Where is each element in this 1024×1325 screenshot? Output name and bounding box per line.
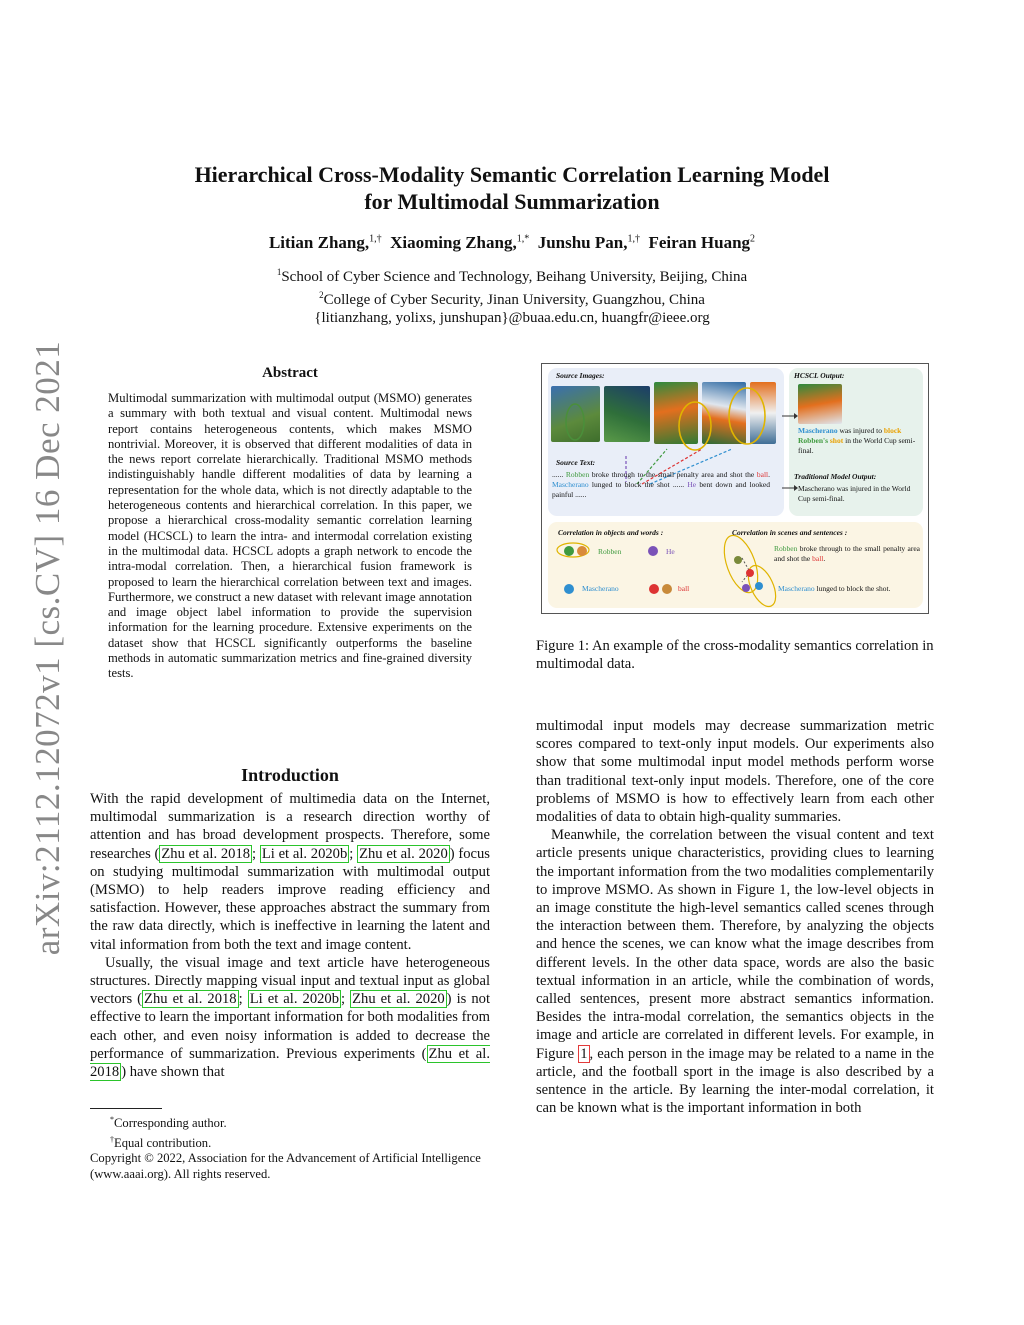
author-emails: {litianzhang, yolixs, junshupan}@buaa.edu.cn, huangfr@ieee.org [314,310,710,326]
footnote-divider [90,1108,162,1109]
scene-correlation-label: Correlation in scenes and sentences : [732,528,848,537]
scene-sentence: Robben broke through to the small penalty area and shot the ball. [774,544,920,563]
scene-node [734,556,742,564]
source-text: ...... Robben broke through to the small penalty area and shot the ball. Mascherano lunged to block the shot ...... He bent down and looked painful ...... [552,470,770,499]
word-ball: ball [678,584,690,593]
author: Xiaoming Zhang, [390,233,517,252]
citation-link[interactable]: Li et al. 2020b [249,991,340,1008]
hcscl-output-photo [798,384,842,424]
word-mascherano: Mascherano [582,584,619,593]
object-node [577,546,587,556]
object-correlation-label: Correlation in objects and words : [558,528,664,537]
citation-link[interactable]: Li et al. 2020b [261,845,348,862]
source-images-label: Source Images: [556,371,605,380]
scene-node [746,569,754,577]
footnotes: *Corresponding author. †Equal contribution. Copyright © 2022, Association for the Advancement of Artificial Intelligence (www.aaai.org). All rights reserved. [90,1112,490,1182]
scene-sentence: Mascherano lunged to block the shot. [778,584,891,593]
citation-link[interactable]: Zhu et al. 2018 [161,845,251,862]
source-text-label: Source Text: [556,458,596,467]
introduction-body: With the rapid development of multimedia data on the Internet, multimodal summarization is a research direction worthy of attention and has broad development prospects. Therefore, some researches ( Zhu et al. 2018 ; Li et al. 2020b ; Zhu et al. 2020 ) focus on studying multimodal summarization with multimodal output (MSMO) to help readers improve reading efficiency and satisfaction. However, these approaches abstract the summary from the raw data directly, which is ineffective in learning the latent and vital information from both the text and image content. Usually, the visual image and text article have heterogeneous structures. Directly mapping visual input and textual input as global vectors ( Zhu et al. 2018 ; Li et al. 2020b ; Zhu et al. 2020 ) is not effective to learn the important information for both modalities from each other, and even noisy information is added to decrease the performance of summarization. Previous experiments ( Zhu et al. 2018 ) have shown that [90,791,491,1081]
object-node [648,546,658,556]
introduction-heading: Introduction [241,765,339,785]
citation-link[interactable]: Zhu et al. 2020 [352,991,445,1008]
author-list: Litian Zhang,$^{1,\dagger}$ Xiaoming Zhang,$^{1,*}$ Junshu Pan,$^{1,\dagger}$ Feiran Huang$^2$ [268,233,756,252]
abstract-text: Multimodal summarization with multimodal output (MSMO) generates a summary with both textual and visual content. Multimodal news report contains heterogeneous contents, which makes MSMO nontrivial. Moreover, it is observed that different modalities of data in the news report correlate hierarchically. Traditional MSMO methods indistinguishably handle different modalities of data by learning a representation for the whole data, which is not directly adaptable to the heterogeneous contents and hierarchical correlation. In this paper, we propose a hierarchical cross-modality semantic correlation learning model (HCSCL) to learn the intra- and intermodal correlation existing in the multimodal data. HCSCL adopts a graph network to encode the intra-modal correlation. Then, a hierarchical fusion framework is proposed to learn the hierarchical correlation between text and images. Furthermore, we construct a new dataset with relevant image annotation and image object label information to provide the supervision information for the learning procedure. Extensive experiments on the dataset show that HCSCL significantly outperforms the baseline methods in automatic summarization metrics and fine-grained diversity tests. [108,391,472,681]
right-column-body: multimodal input models may decrease summarization metric scores compared to text-only input models. Our experiments also show that some multimodal input model methods perform worse than traditional text-only input models. Therefore, one of the core problems of MSMO is how to effectively learn from each other modalities of data to obtain high-quality summaries. Meanwhile, the correlation between the visual content and text article presents unique characteristics, providing clues to learning the important information from the two modalities complementarily to improve MSMO. As shown in Figure 1, the low-level objects in an image constitute the high-level semantics called scenes through the interaction between them. Therefore, by analyzing the objects and hence the scenes, we can know what the image describes from different levels. In the other data space, words are also the basic textual information in an article, while the combination of words, called sentences, present more abstract semantics information. Besides the intra-modal correlation, the semantics objects in the image and article are correlated in different levels. For example, in Figure 1 , each person in the image may be related to a name in the article, and the football sport in the image is also described by a sentence in the article. By learning the inter-modal correlation, it can be known what is the important information in both [536,718,934,1117]
citation-link[interactable]: Zhu et al. 2018 [90,1045,490,1081]
scene-node [755,582,763,590]
citation-link[interactable]: Zhu et al. 2020 [359,845,448,862]
hcscl-output-text: Mascherano was injured to block Robben's shot in the World Cup semi-final. [798,426,916,455]
scene-node [742,584,750,592]
affiliations: $^1$School of Cyber Science and Technology, Beihang University, Beijing, China $^2$College of Cyber Security, Jinan University, Guangzhou, China {litianzhang, yolixs, junshupan}@buaa.edu.cn, huangfr@ieee.org [100,263,924,327]
paper-title: Hierarchical Cross-Modality Semantic Correlation Learning Model for Multimodal Summarization [194,162,830,214]
hcscl-output-label: HCSCL Output: [794,371,845,380]
word-he: He [666,547,675,556]
traditional-output-text: Mascherano was injured in the World Cup semi-final. [798,484,911,503]
citation-link[interactable]: Zhu et al. 2018 [144,991,237,1008]
object-node [662,584,672,594]
figure-reference-link[interactable]: 1 [580,1045,588,1062]
figure-1 [541,363,929,614]
arxiv-side-label: arXiv:2112.12072v1 [cs.CV] 16 Dec 2021 [28,340,67,955]
author: Litian Zhang, [268,233,370,252]
author: Junshu Pan, [537,233,628,252]
object-node [649,584,659,594]
word-robben: Robben [598,547,622,556]
author: Feiran Huang [648,233,751,252]
object-node [564,584,574,594]
object-node [564,546,574,556]
copyright-notice: Copyright © 2022, Association for the Advancement of Artificial Intelligence (www.aaai.org). All rights reserved. [90,1151,481,1181]
figure-caption: Figure 1: An example of the cross-modality semantics correlation in multimodal data. [536,638,934,673]
traditional-output-label: Traditional Model Output: [794,472,877,481]
abstract-heading: Abstract [262,365,318,381]
